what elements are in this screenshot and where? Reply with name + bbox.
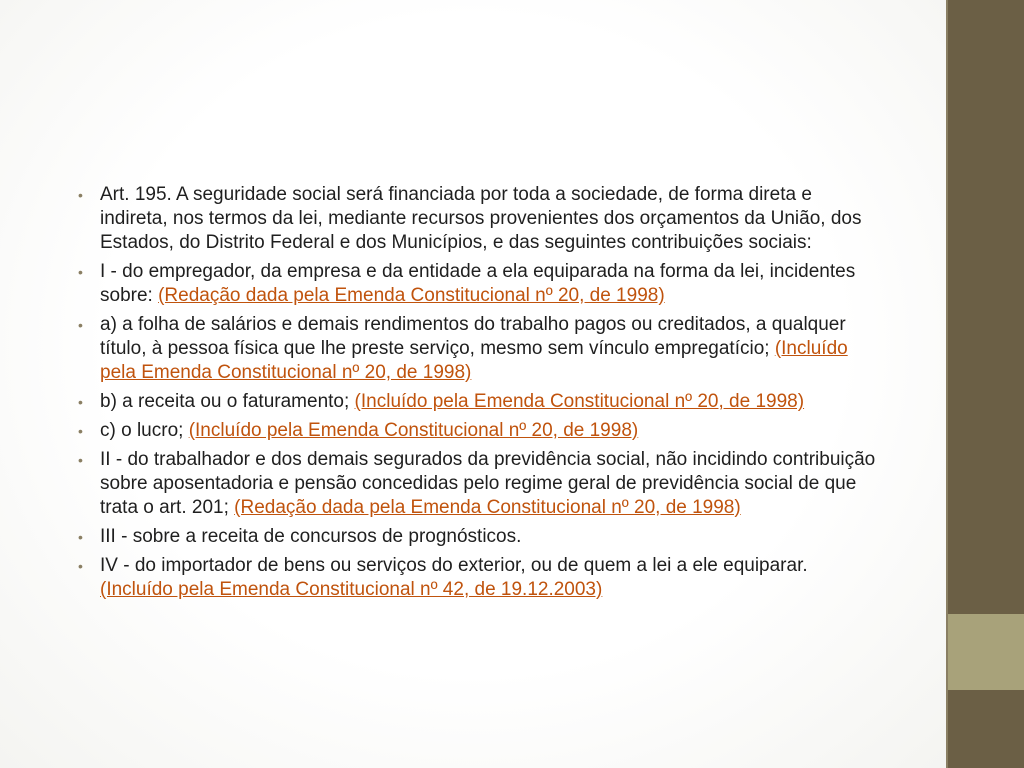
list-item bbox=[78, 554, 878, 602]
amendment-link[interactable]: (Redação dada pela Emenda Constitucional nº 20, de 1998) bbox=[234, 497, 741, 518]
bullet-icon: • bbox=[78, 264, 83, 280]
item-text: IV - do importador de bens ou serviços do exterior, ou de quem a lei a ele equiparar. bbox=[100, 555, 808, 576]
list-item bbox=[78, 260, 878, 308]
bullet-icon: • bbox=[78, 558, 83, 574]
list-item bbox=[78, 183, 878, 255]
item-text: c) o lucro; bbox=[100, 420, 189, 441]
item-text: III - sobre a receita de concursos de prognósticos. bbox=[100, 526, 522, 547]
item-text: a) a folha de salários e demais rendimentos do trabalho pagos ou creditados, a qualquer título, à pessoa física que lhe preste serviço, mesmo sem vínculo empregatício; bbox=[100, 314, 846, 359]
item-text: b) a receita ou o faturamento; bbox=[100, 391, 355, 412]
item-text: Art. 195. A seguridade social será financiada por toda a sociedade, de forma direta e indireta, nos termos da lei, mediante recursos provenientes dos orçamentos da União, dos Estados, do Distrito Federal e dos Municípios, e das seguintes contribuições sociais: bbox=[100, 184, 862, 253]
list-item bbox=[78, 525, 878, 549]
item-text: I - do empregador, da empresa e da entidade a ela equiparada na forma da lei, incidentes sobre: bbox=[100, 261, 856, 306]
amendment-link[interactable]: (Incluído pela Emenda Constitucional nº 42, de 19.12.2003) bbox=[100, 579, 603, 600]
list-item bbox=[78, 313, 878, 385]
slide-content bbox=[78, 183, 878, 607]
bullet-icon: • bbox=[78, 452, 83, 468]
amendment-link[interactable]: (Incluído pela Emenda Constitucional nº 20, de 1998) bbox=[188, 420, 639, 441]
amendment-link[interactable]: (Redação dada pela Emenda Constitucional nº 20, de 1998) bbox=[158, 285, 665, 306]
bullet-icon: • bbox=[78, 423, 83, 439]
bullet-icon: • bbox=[78, 187, 83, 203]
list-item bbox=[78, 419, 878, 443]
bullet-icon: • bbox=[78, 317, 83, 333]
amendment-link[interactable]: (Incluído pela Emenda Constitucional nº 20, de 1998) bbox=[354, 391, 805, 412]
item-text: II - do trabalhador e dos demais segurados da previdência social, não incidindo contribuição sobre aposentadoria e pensão concedidas pelo regime geral de previdência social de que trata o art. 201; bbox=[100, 449, 876, 518]
bullet-list bbox=[78, 183, 878, 602]
list-item bbox=[78, 448, 878, 520]
bullet-icon: • bbox=[78, 394, 83, 410]
list-item bbox=[78, 390, 878, 414]
decorative-sidebar-accent bbox=[948, 614, 1024, 690]
bullet-icon: • bbox=[78, 529, 83, 545]
amendment-link[interactable]: (Incluído pela Emenda Constitucional nº 20, de 1998) bbox=[100, 338, 848, 383]
